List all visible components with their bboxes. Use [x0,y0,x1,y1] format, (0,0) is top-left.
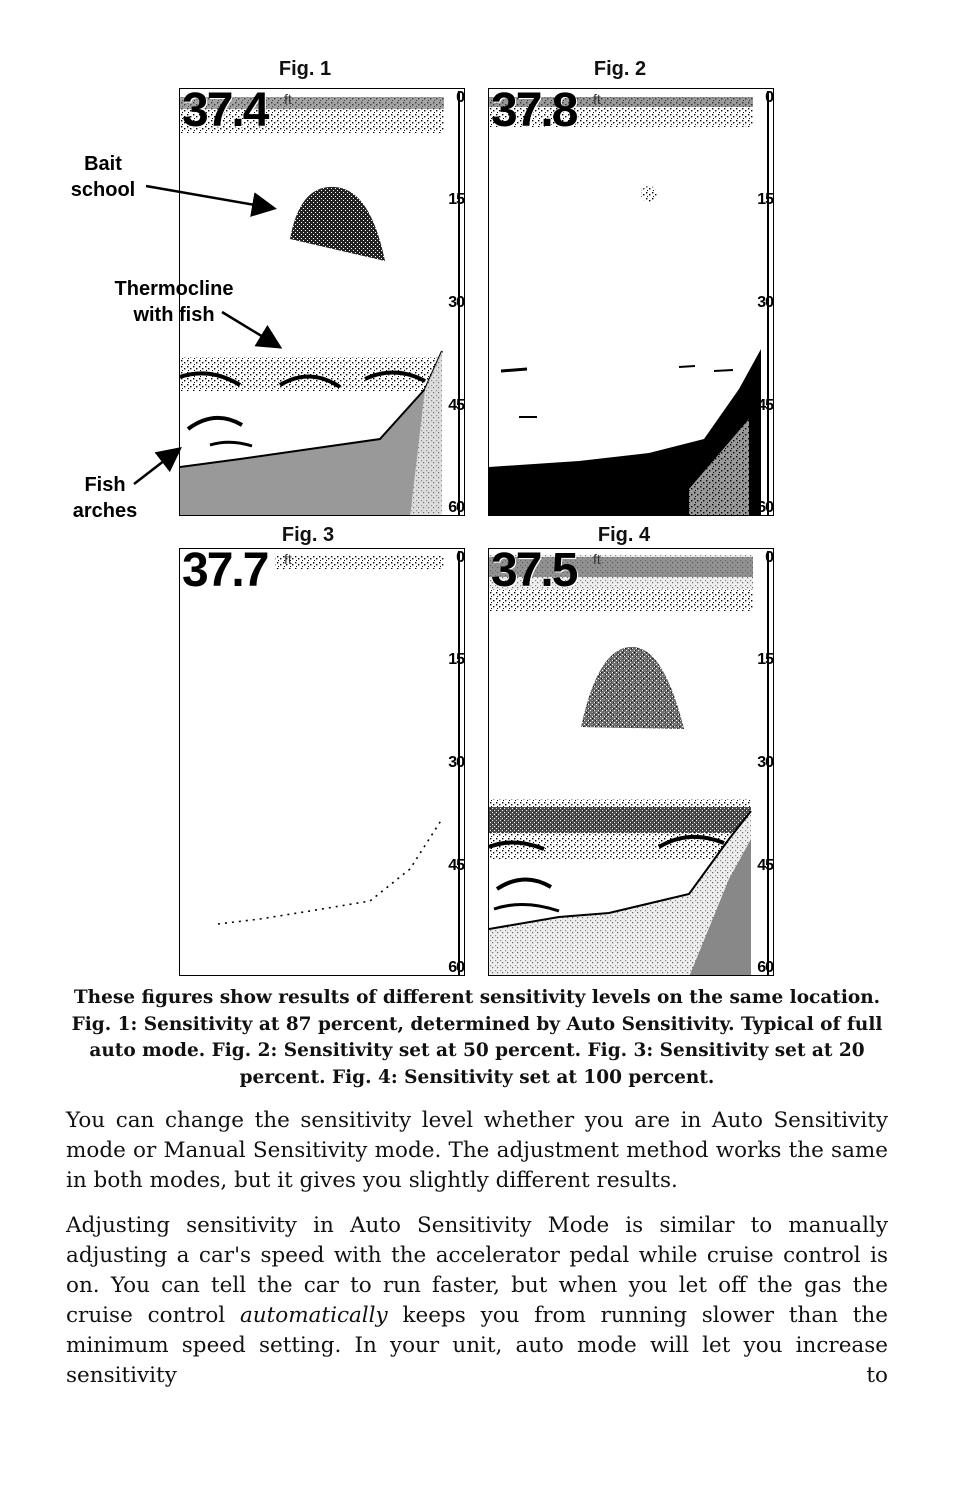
depth-readout: 37.5 [491,548,577,597]
scale-tick: 15 [448,651,464,668]
scale-tick: 45 [757,857,773,874]
callout-line: Bait [84,153,122,175]
scale-tick: 60 [757,959,773,976]
paragraph-text: Adjusting sensitivity in Auto Sensitivity Mode is similar to manually adjusting a car's speed with the accelerator pedal while cruise control is on. You can tell the car to run faster, but when you let off the gas the cruise control [66,1213,888,1328]
paragraph-emphasis: automatically [239,1303,388,1328]
scale-tick: 60 [757,499,773,516]
scale-tick: 45 [448,857,464,874]
arrow-icon [222,312,278,346]
scale-tick: 30 [448,754,464,771]
figure-caption: These figures show results of different sensitivity levels on the same location. Fig. 1: Sensitivity at 87 percent, determined by Auto Sensitivity. Typical of full auto mode. Fig. 2: Sensitivity set at 50 percent. Fig. 3: Sensitivity set at 20 percent. Fig. 4: Sensitivity set at 100 percent. [71,987,883,1088]
scale-tick: 0 [765,89,773,106]
depth-scale [442,549,464,975]
arrow-icon [134,450,178,484]
scale-tick: 45 [757,397,773,414]
fig2-label: Fig. 2 [593,58,647,80]
callout-line: school [70,179,136,201]
scale-tick: 60 [448,499,464,516]
scale-tick: 30 [757,754,773,771]
scale-tick: 0 [765,549,773,566]
depth-scale [751,549,773,975]
scale-tick: 15 [448,191,464,208]
sonar-panel-fig4 [488,548,774,976]
callout-line: arches [72,500,138,522]
depth-readout: 37.7 [182,548,268,597]
scale-tick: 15 [757,651,773,668]
scale-tick: 45 [448,397,464,414]
body-paragraph-1: You can change the sensitivity level whether you are in Auto Sensitivity mode or Manual Sensitivity mode. The adjustment method works the same in both modes, but it gives you slightly different results. [66,1108,888,1193]
callout-arrows [0,0,954,600]
scale-tick: 0 [456,549,464,566]
fig1-label: Fig. 1 [278,58,332,80]
depth-unit: ft [593,551,601,567]
fig3-label: Fig. 3 [281,524,335,546]
callout-line: Fish [84,474,126,496]
sonar-panel-fig3 [179,548,465,976]
scale-tick: 30 [448,294,464,311]
scale-tick: 0 [456,89,464,106]
depth-unit: ft [284,91,292,107]
scale-tick: 15 [757,191,773,208]
paragraph-text: keeps you from running slower than the minimum speed setting. In your unit, auto mode will let you increase sensitivity to [66,1303,888,1388]
scale-tick: 30 [757,294,773,311]
scale-tick: 60 [448,959,464,976]
depth-unit: ft [593,91,601,107]
depth-readout: 37.8 [491,88,577,137]
depth-readout: 37.4 [182,88,268,137]
depth-unit: ft [284,551,292,567]
fig4-label: Fig. 4 [597,524,651,546]
callout-line: with fish [133,304,215,326]
body-paragraph-2 [66,1211,888,1391]
arrow-icon [146,186,272,208]
callout-line: Thermocline [114,278,234,300]
